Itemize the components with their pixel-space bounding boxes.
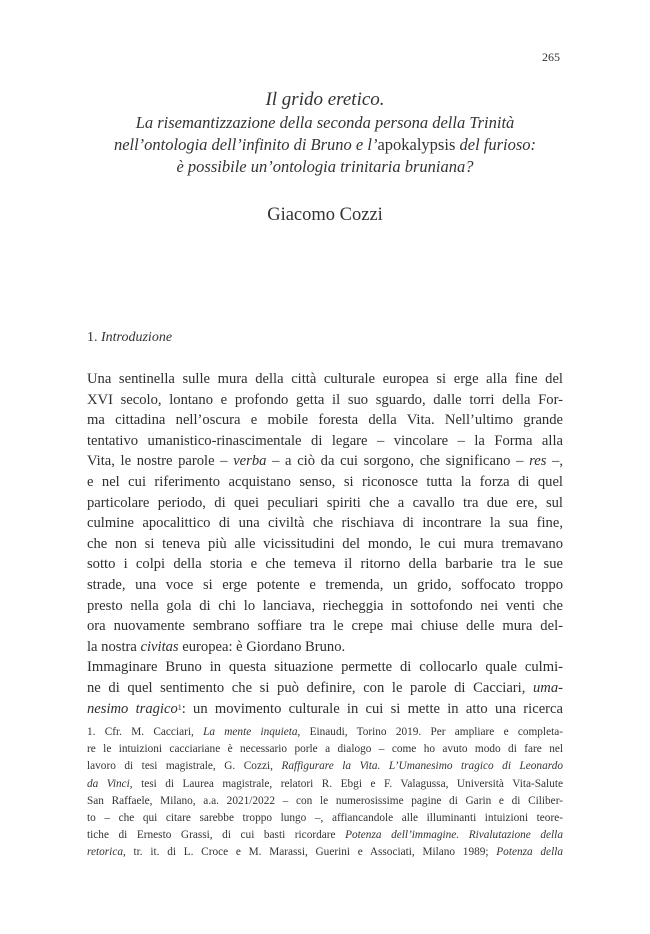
body-italic: verba xyxy=(233,453,267,470)
page-number: 265 xyxy=(542,50,560,64)
chapter-subtitle-line-1: La risemantizzazione della seconda persona della Trinità xyxy=(135,113,515,132)
footnote-line xyxy=(87,724,563,741)
body-text: –, xyxy=(546,453,564,470)
body-line: tentativo umanistico-rinascimentale di legare – vincolare – la Forma alla xyxy=(87,432,563,449)
chapter-subtitle-line-3: è possibile un’ontologia trinitaria bruniana? xyxy=(176,157,474,176)
body-text: ne di quel sentimento che si può definire, con le parole di Cacciari, xyxy=(87,679,533,696)
body-line: ma cittadina nell’oscura e mobile foresta della Vita. Nell’ultimo grande xyxy=(87,412,563,429)
author-name: Giacomo Cozzi xyxy=(267,205,383,225)
body-line xyxy=(87,451,563,472)
body-italic: nesimo tragico xyxy=(87,700,178,717)
footnote-line: to – che qui citare sarebbe troppo lungo –, affiancandole alle illuminanti intuizioni teore- xyxy=(87,812,563,825)
section-heading xyxy=(87,330,172,346)
footnote-italic: da Vinci xyxy=(87,777,130,790)
body-line: Una sentinella sulle mura della città culturale europea si erge alla fine del xyxy=(87,371,563,387)
body-line xyxy=(87,699,563,720)
body-italic: civitas xyxy=(140,638,179,655)
body-line xyxy=(87,637,563,658)
body-line: strade, una voce si erge potente e tremenda, un grido, soffocato troppo xyxy=(87,576,563,593)
body-italic: uma- xyxy=(533,679,563,696)
body-text: : un movimento culturale in cui si mette in atto una ricerca xyxy=(181,700,563,717)
footnote-line: re le intuizioni cacciariane è necessario porle a dialogo – come ho avuto modo di fare nel xyxy=(87,743,563,756)
body-line: particolare periodo, di quei peculiari spiriti che a cavallo tra due ere, sul xyxy=(87,494,563,511)
body-line: Immaginare Bruno in questa situazione permette di collocarlo quale culmi- xyxy=(87,659,563,676)
footnote-line xyxy=(87,827,563,844)
body-text: europea: è Giordano Bruno. xyxy=(178,638,346,655)
body-italic: res xyxy=(529,453,547,470)
body-line: ora nuovamente sembrano soffiare tra le crepe mai chiuse delle mura del- xyxy=(87,618,563,635)
body-paragraphs xyxy=(87,369,563,719)
footnote-italic: Raffigurare la Vita. L’Umanesimo tragico di Leonardo xyxy=(281,760,563,773)
section-number: 1. xyxy=(87,330,101,345)
body-line: presto nella gola di chi lo lanciava, riecheggia in sottofondo nei venti che xyxy=(87,597,563,614)
footnote-text: tiche di Ernesto Grassi, di cui basti ricordare xyxy=(87,829,346,842)
body-text: la nostra xyxy=(87,638,141,655)
body-text: Vita, le nostre parole – xyxy=(87,453,234,470)
body-line: e nel cui riferimento acquistano senso, si riconosce tutta la forza di quel xyxy=(87,473,563,490)
footnote-line xyxy=(87,758,563,775)
footnote-italic: Potenza dell’immagine. Rivalutazione della xyxy=(345,829,563,842)
chapter-title: Il grido eretico. xyxy=(265,89,385,110)
body-line xyxy=(87,678,563,699)
footnote-line: San Raffaele, Milano, a.a. 2021/2022 – con le numerosissime pagine di Garin e di Ciliber- xyxy=(87,794,563,807)
body-line: culmine apocalittico di una civiltà che rischiava di incontrare la sua fine, xyxy=(87,515,563,532)
body-line: sotto i colpi della storia e che temeva il ritorno della barbarie tra le sue xyxy=(87,556,563,573)
footnote-text: , tesi di Laurea magistrale, relatori R. Ebgi e F. Valagussa, Università Vita-Salute xyxy=(129,777,563,790)
chapter-subtitle-line-2 xyxy=(60,134,590,156)
footnote-text: lavoro di tesi magistrale, G. Cozzi, xyxy=(87,760,282,773)
body-line: che non si teneva più alle vicissitudini del mondo, le cui mura tremavano xyxy=(87,535,563,552)
footnote-line xyxy=(87,776,563,793)
footnote-text: 1. Cfr. M. Cacciari, xyxy=(87,726,204,738)
footnote-line xyxy=(87,844,563,861)
body-line: XVI secolo, lontano e profondo getta il suo sguardo, dalle torri della For- xyxy=(87,391,563,408)
footnote-italic: La mente inquieta xyxy=(203,726,298,738)
section-title: Introduzione xyxy=(101,330,173,345)
subtitle-text: del furioso: xyxy=(455,135,537,154)
chapter-title-block xyxy=(60,88,590,178)
footnotes xyxy=(87,724,563,862)
footnote-reference[interactable]: 1 xyxy=(177,702,182,712)
subtitle-text: nell’ontologia dell’infinito di Bruno e l’ xyxy=(113,135,378,154)
footnote-text: , tr. it. di L. Croce e M. Marassi, Guerini e Associati, Milano 1989; xyxy=(122,846,497,859)
subtitle-roman-term: apokalypsis xyxy=(377,135,456,154)
footnote-italic: retorica xyxy=(87,846,123,859)
footnote-italic: Potenza della xyxy=(496,846,563,859)
body-text: – a ciò da cui sorgono, che significano – xyxy=(266,453,530,470)
footnote-text: , Einaudi, Torino 2019. Per ampliare e completa- xyxy=(297,726,564,738)
